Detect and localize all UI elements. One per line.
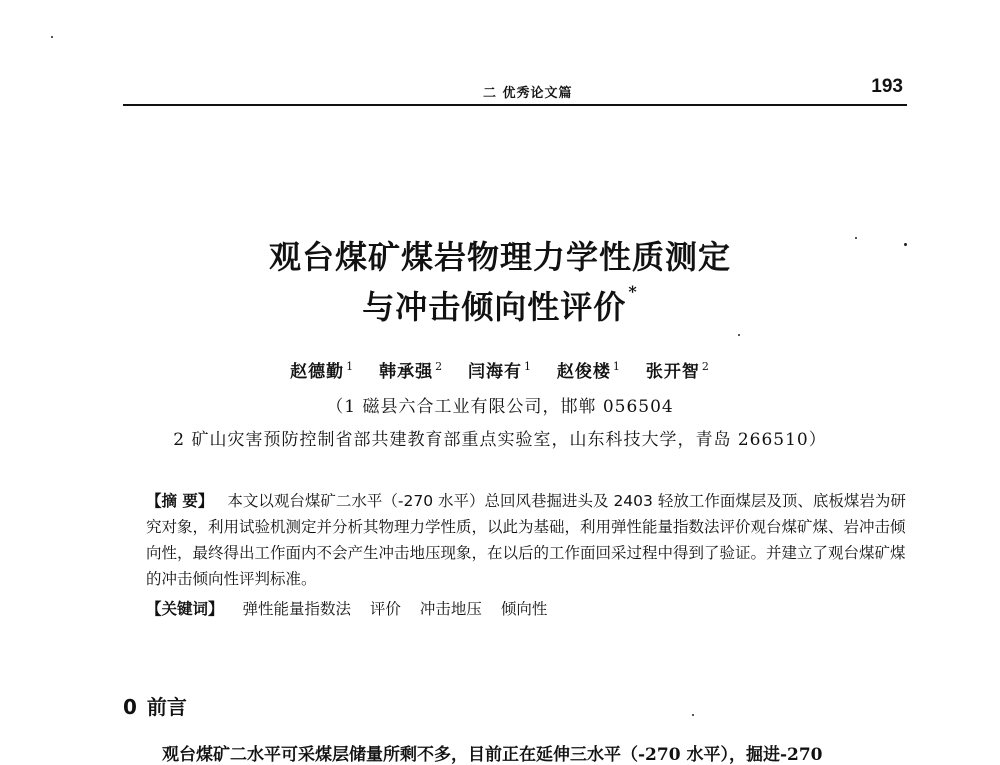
section-heading xyxy=(123,691,187,720)
author xyxy=(468,357,532,382)
paper-title-line-2 xyxy=(0,282,1000,328)
scan-speck xyxy=(738,334,740,336)
section-number: 0 xyxy=(123,695,137,719)
author-affiliation-mark: 1 xyxy=(524,360,532,374)
keywords-label: 【关键词】 xyxy=(146,600,224,618)
body-paragraph: 观台煤矿二水平可采煤层储量所剩不多，目前正在延伸三水平（-270 水平），掘进-270 xyxy=(162,745,823,765)
paper-title-line-1 xyxy=(0,232,1000,278)
abstract-text: 本文以观台煤矿二水平（-270 水平）总回风巷掘进头及 2403 轻放工作面煤层及顶、底板煤岩为研究对象，利用试验机测定并分析其物理力学性质，以此为基础，利用弹性能量指数法评价观台煤矿煤、岩冲击倾向性，最终得出工作面内不会产生冲击地压现象，在以后的工作面回采过程中得到了验证。并建立了观台煤矿煤的冲击倾向性评判标准。 xyxy=(146,492,906,588)
keyword: 弹性能量指数法 xyxy=(242,600,351,618)
running-header-title: 二 优秀论文篇 xyxy=(483,86,573,101)
scan-speck xyxy=(51,36,53,38)
author-list xyxy=(0,357,1000,382)
paper-title-text-1: 观台煤矿煤岩物理力学性质测定 xyxy=(268,238,731,276)
author xyxy=(290,357,354,382)
abstract-label: 【摘 要】 xyxy=(146,492,214,510)
title-footnote-mark: * xyxy=(628,282,638,301)
author-affiliation-mark: 1 xyxy=(612,360,621,374)
author xyxy=(646,357,710,382)
paper-title-text-2: 与冲击倾向性评价 xyxy=(362,288,627,326)
keywords xyxy=(146,597,908,619)
author-name: 赵德勤 xyxy=(290,362,345,382)
keyword: 冲击地压 xyxy=(419,600,482,618)
author-name: 韩承强 xyxy=(379,362,434,382)
running-header xyxy=(123,74,907,106)
affiliation-line-1: （1 磁县六合工业有限公司，邯郸 056504 xyxy=(326,397,674,417)
page-number: 193 xyxy=(871,76,903,97)
author-name: 张开智 xyxy=(645,362,700,382)
affiliation-line-2: 2 矿山灾害预防控制省部共建教育部重点实验室，山东科技大学，青岛 266510） xyxy=(173,430,827,450)
author-affiliation-mark: 2 xyxy=(435,360,444,374)
author-name: 赵俊楼 xyxy=(556,362,611,382)
author-affiliation-mark: 2 xyxy=(701,360,710,374)
scan-speck xyxy=(692,714,694,716)
author-affiliation-mark: 1 xyxy=(346,360,355,374)
keyword: 倾向性 xyxy=(500,600,548,618)
section-title: 前言 xyxy=(146,695,187,719)
author xyxy=(557,357,621,382)
author-name: 闫海有 xyxy=(468,362,522,382)
abstract xyxy=(146,488,908,592)
author xyxy=(379,357,443,382)
keyword: 评价 xyxy=(369,600,401,618)
